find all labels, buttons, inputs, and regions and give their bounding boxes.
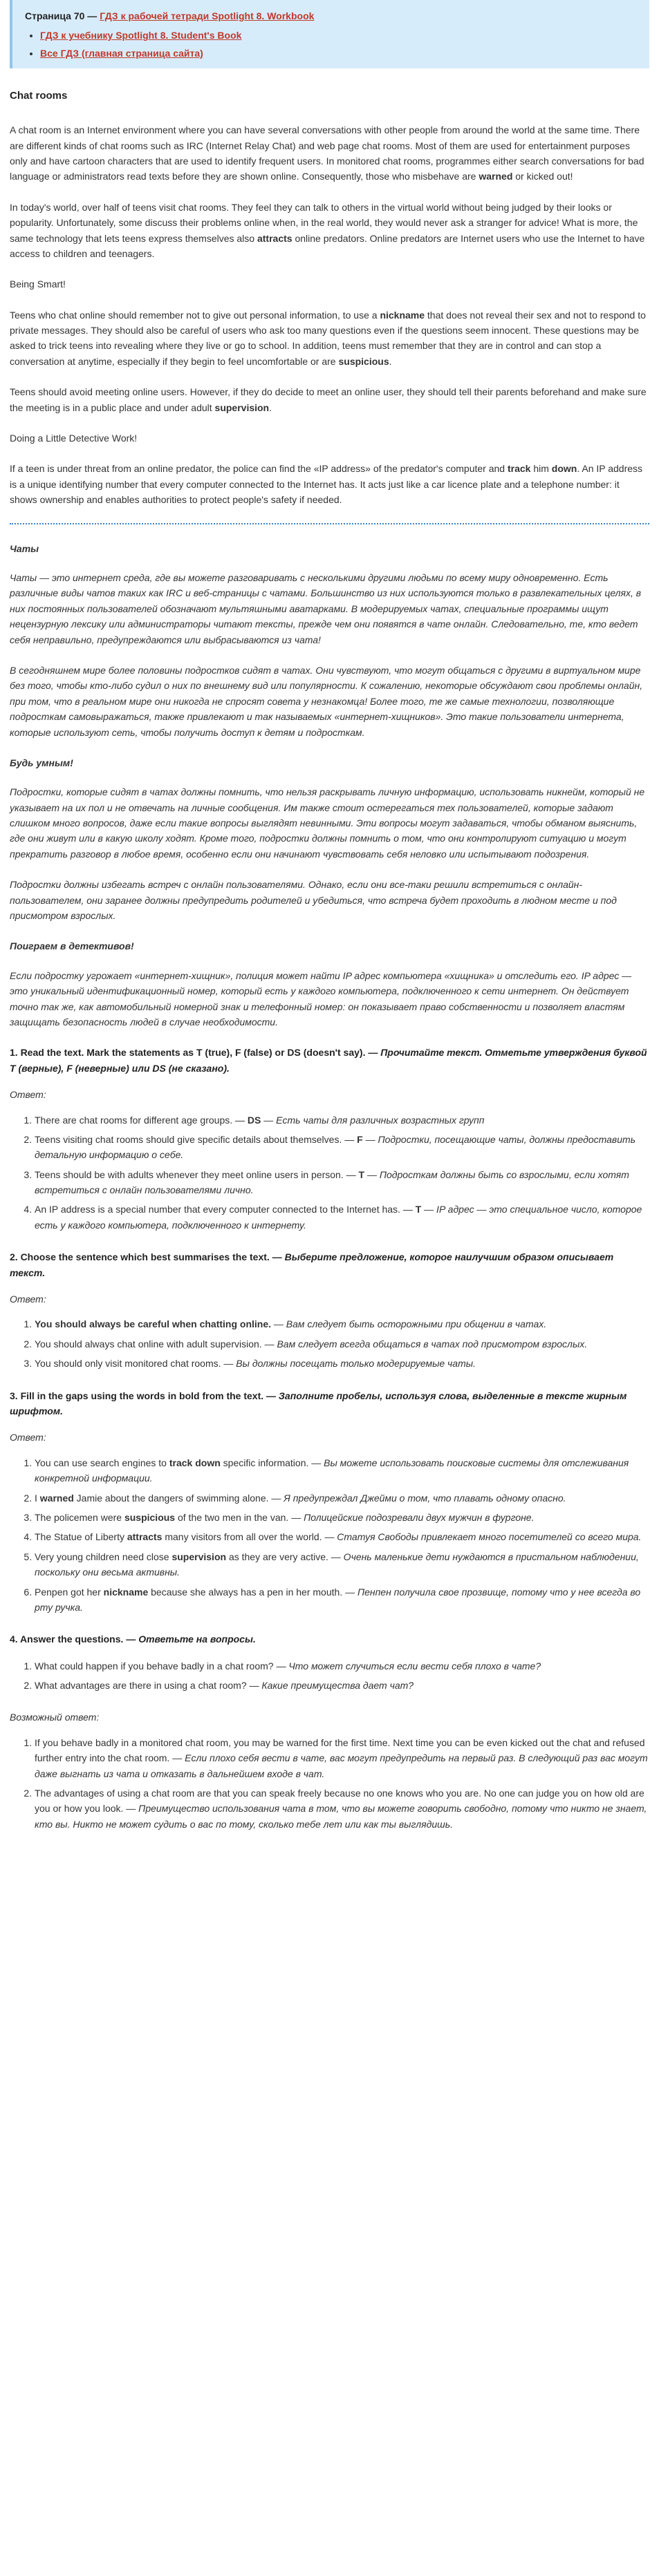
list-item [35,1658,649,1674]
text: Teens should avoid meeting online users. However, if they do decide to meet an online user, they should tell their parents beforehand and make sure the meeting is in a public place and under adult [10,386,647,413]
text: I [35,1492,40,1504]
text: The advantages of using a chat room are that you can speak freely because no one knows who you are. No one can judge you on how old are you or how you look. [35,1788,644,1815]
text: You should only visit monitored chat rooms. [35,1358,221,1370]
exercise-title [10,1388,649,1419]
question: What could happen if you behave badly in a chat room? — [35,1660,289,1671]
text: him [530,463,552,475]
answer-key: track down [169,1457,221,1468]
all-gdz-link[interactable]: Все ГДЗ (главная страница сайта) [40,47,203,59]
list-item [35,1202,649,1233]
translation: — Преимущество использования чата в том, что вы можете говорить свободно, потому что никто не знает, кто вы. Никто не может судить о вас по тому, сколько тебе лет или как ты выглядишь. [35,1803,647,1830]
translation: — Вам следует быть осторожными при общении в чатах. [271,1318,547,1330]
paragraph: Подростки должны избегать встреч с онлайн пользователями. Однако, если они все-таки решили встретиться с онлайн-пользователем, они заранее должны предупредить родителей и убедиться, что встреча будет проходить в людном месте и под присмотром взрослых. [10,879,617,922]
task-ru: Прочитайте текст. Отметьте утверждения буквой T (верные), F (неверные) или DS (не сказано). [10,1047,647,1074]
subheading: Doing a Little Detective Work! [10,433,138,444]
text: An IP address is a special number that every computer connected to the Internet has. — [35,1204,416,1215]
answer-key: T [415,1204,422,1215]
subheading: Поиграем в детективов! [10,940,134,952]
text: many visitors from all over the world. [162,1531,322,1543]
answer-label: Ответ: [10,1432,46,1443]
list-item [35,1132,649,1163]
text: as they are very active. [226,1551,328,1562]
answer-list [10,1455,649,1616]
text: There are chat rooms for different age groups. — [35,1114,248,1126]
text: . An IP address is a unique identifying number that every computer connected to the Internet has. It acts just like a car licence plate and a telephone number: it shows ownership and enables authorities to protect people's safety if needed. [10,463,643,506]
russian-text [10,541,649,1030]
paragraph [10,122,649,184]
correct-answer: You should always be careful when chatting online. [35,1318,272,1330]
text: The policemen were [35,1511,124,1523]
text: Jamie about the dangers of swimming alone. [73,1492,269,1504]
paragraph: Чаты — это интернет среда, где вы можете разговаривать с несколькими другими людьми по всему миру одновременно. Есть различные виды чатов таких как IRC и веб-страницы с чатами. Большинство из них используются только в развлекательных целях, в них постоянных пользователей обозначают мультяшными аватарками. В модерируемых чатах, специальные программы ищут нецензурную лексику или администраторы читают тексты, прежде чем они появятся в чате онлайн. Следовательно, те, кто ведет себя неправильно, предупреждаются или выбрасываются из чата! [10,571,642,645]
task-en: 4. Answer the questions. — [10,1633,136,1645]
list-item [35,1735,649,1781]
task-ru: Ответьте на вопросы. [138,1633,256,1645]
task-ru: Заполните пробелы, используя слова, выделенные в тексте жирным шрифтом. [10,1390,627,1417]
task-ru: Выберите предложение, которое наилучшим образом описывает текст. [10,1251,614,1278]
english-text [10,88,649,507]
question-list [10,1658,649,1694]
answer-label: Ответ: [10,1089,46,1101]
translation: — IP адрес — это специальное число, которое есть у каждого компьютера, подключенного к интернету. [35,1204,642,1231]
exercise-4 [10,1631,649,1832]
related-links-list [25,28,637,61]
text: Teens should be with adults whenever they meet online users in person. — [35,1168,359,1180]
bold-word: supervision [214,401,270,413]
translation: — Очень маленькие дети нуждаются в пристальном наблюдении, поскольку они весьма активны. [35,1551,639,1578]
list-item [35,1356,649,1371]
page-title-prefix: Страница 70 — [25,10,98,21]
answer-key: F [357,1133,363,1145]
translation: — Пенпен получила свое прозвище, потому что у нее всегда во рту ручка. [35,1586,641,1613]
text: The Statue of Liberty [35,1531,127,1543]
answer-key: attracts [127,1531,163,1543]
bold-word: down [551,463,577,475]
translation: Какие преимущества дает чат? [261,1680,414,1692]
page-title [25,8,637,23]
related-links-box [10,0,649,68]
list-item [35,1786,649,1832]
list-item [35,1336,649,1352]
answer-list [10,1735,649,1832]
question: What advantages are there in using a chat room? — [35,1680,262,1692]
answer-label: Ответ: [10,1294,46,1305]
bold-word: warned [479,171,513,182]
text: If a teen is under threat from an online predator, the police can find the «IP address» of the predator's computer and [10,463,508,475]
subheading: Будь умным! [10,757,73,768]
paragraph: Если подростку угрожает «интернет-хищник», полиция может найти IP адрес компьютера «хищника» и отследить его. IP адрес — это уникальный идентификационный номер, который есть у каждого компьютера, подключенного к сети интернет. Он действует точно так же, как автомобильный номерной знак и телефонный номер: он показывает право собственности и позволяет властям защищать безопасность людей в случае необходимости. [10,969,632,1027]
list-item [35,1510,649,1525]
list-item [40,46,637,61]
text: Penpen got her [35,1586,104,1598]
exercise-1 [10,1045,649,1233]
bold-word: suspicious [338,355,389,367]
translation: — Вы можете использовать поисковые системы для отслеживания конкретной информации. [35,1457,629,1484]
bold-word: attracts [257,232,293,244]
list-item [35,1167,649,1198]
text: . [269,401,272,413]
text: specific information. [220,1457,309,1468]
exercise-2 [10,1249,649,1371]
text: You can use search engines to [35,1457,169,1468]
answer-key: suspicious [124,1511,176,1523]
subheading: Being Smart! [10,278,66,290]
answer-list [10,1112,649,1233]
paragraph: Подростки, которые сидят в чатах должны помнить, что нельзя раскрывать личную информацию, использовать никнейм, который не указывает на их пол и не отвечать на личные сообщения. Им также стоит остерегаться тех пользователей, которые задают слишком много вопросов, даже если такие вопросы выглядят невинными. Эти вопросы могут задаваться, чтобы обманом выяснить, где они живут или в какую школу ходят. Кроме того, подростки должны помнить о том, что они контролируют ситуацию и могут прекратить разговор в любое время, особенно если они начинают чувствовать себя неловко или испытывают подозрения. [10,786,645,860]
answer-key: DS [247,1114,261,1126]
list-item [35,1549,649,1580]
list-item [35,1678,649,1693]
text: or kicked out! [512,171,573,182]
text: Teens who chat online should remember not to give out personal information, to use a [10,309,380,321]
text: that does not reveal their sex and not to respond to private messages. They should also be careful of users who ask too many questions even if the questions seem innocent. These questions may be asked to trick teens into revealing where they live or go to school. In addition, teens must remember that they are in control and can stop a conversation at anytime, especially if they begin to feel uncomfortable or are [10,309,646,367]
translation: — Есть чаты для различных возрастных групп [261,1114,485,1126]
text: Teens visiting chat rooms should give specific details about themselves. — [35,1133,358,1145]
text: You should always chat online with adult supervision. [35,1338,262,1349]
answer-list [10,1316,649,1371]
text: online predators. Online predators are Internet users who use the Internet to have access to children and teenagers. [10,232,645,259]
exercise-title [10,1045,649,1076]
translation: — Полицейские подозревали двух мужчин в фургоне. [288,1511,535,1523]
text: A chat room is an Internet environment where you can have several conversations with other people from around the world at the same time. There are different kinds of chat rooms such as IRC (Internet Relay Chat) and web page chat rooms. Most of them are used for entertainment purposes only and have cartoon characters that are used to identify frequent users. In monitored chat rooms, programmes either search conversations for bad language or administrators read texts before they are shown online. Consequently, those who misbehave are [10,124,644,182]
russian-heading: Чаты [10,542,39,554]
list-item [40,28,637,43]
paragraph: В сегодняшнем мире более половины подростков сидят в чатах. Они чувствуют, что могут общаться с другими в виртуальном мире без того, чтобы кто-либо судил о них по внешнему вид или популярности. К сожалению, некоторые обсуждают свои проблемы онлайн, при том, что в реальном мире они никогда не спросят совета у незнакомца! Более того, те же самые технологии, позволяющие подросткам самовыражаться, также привлекают и так называемых «интернет-хищников». Это такие пользователи интернета, которые используют сеть, чтобы получить доступ к детям и подросткам. [10,664,643,738]
list-item [35,1455,649,1486]
students-book-link[interactable]: ГДЗ к учебнику Spotlight 8. Student's Book [40,30,242,41]
paragraph [10,461,649,507]
answer-key: warned [39,1492,74,1504]
task-en: 2. Choose the sentence which best summarises the text. — [10,1251,282,1263]
task-en: 1. Read the text. Mark the statements as T (true), F (false) or DS (doesn't say). — [10,1047,378,1059]
list-item [35,1529,649,1544]
text: In today's world, over half of teens visit chat rooms. They feel they can talk to others in the virtual world without being judged by their looks or popularity. Unfortunately, some discuss their problems online when, in the real world, they would never ask a stranger for advice! What is more, the same technology that lets teens express themselves also [10,201,638,244]
list-item [35,1490,649,1506]
possible-answer-label: Возможный ответ: [10,1712,100,1723]
translation: Что может случиться если вести себя плохо в чате? [288,1660,541,1671]
translation: — Вы должны посещать только модерируемые чаты. [221,1358,476,1370]
exercise-title [10,1249,649,1280]
translation: — Статуя Свободы привлекает много посетителей со всего мира. [322,1531,642,1543]
translation: — Подростки, посещающие чаты, должны предоставить детальную информацию о себе. [35,1133,636,1161]
translation: — Я предупреждал Джейми о том, что плавать одному опасно. [268,1492,566,1504]
text: of the two men in the van. [175,1511,289,1523]
dotted-divider [10,523,649,524]
translation: — Если плохо себя вести в чате, вас могут предупредить на первый раз. В следующий раз вас могут даже выгнать из чата и отказать в дальнейшем входе в чат. [35,1752,648,1779]
exercise-title [10,1631,649,1647]
paragraph [10,384,649,415]
text: Very young children need close [35,1551,172,1562]
translation: — Вам следует всегда общаться в чатах под присмотром взрослых. [261,1338,588,1349]
list-item [35,1584,649,1616]
workbook-link[interactable]: ГДЗ к рабочей тетради Spotlight 8. Workbook [100,10,315,21]
task-en: 3. Fill in the gaps using the words in bold from the text. — [10,1390,277,1401]
paragraph [10,307,649,370]
text: because she always has a pen in her mouth. [148,1586,343,1598]
translation: — Подросткам должны быть со взрослыми, если хотят встретиться с онлайн пользователями лично. [35,1168,629,1196]
bold-word: track [507,463,531,475]
answer-key: supervision [171,1551,227,1562]
answer-key: T [358,1168,365,1180]
english-heading: Chat rooms [10,90,68,102]
answer-key: nickname [103,1586,149,1598]
list-item [35,1316,649,1332]
list-item [35,1112,649,1128]
exercise-3 [10,1388,649,1616]
text: If you behave badly in a monitored chat room, you may be warned for the first time. Next time you can be even kicked out the chat and refused further entry into the chat room. [35,1736,645,1764]
paragraph [10,200,649,262]
text: . [389,355,392,367]
bold-word: nickname [380,309,425,321]
